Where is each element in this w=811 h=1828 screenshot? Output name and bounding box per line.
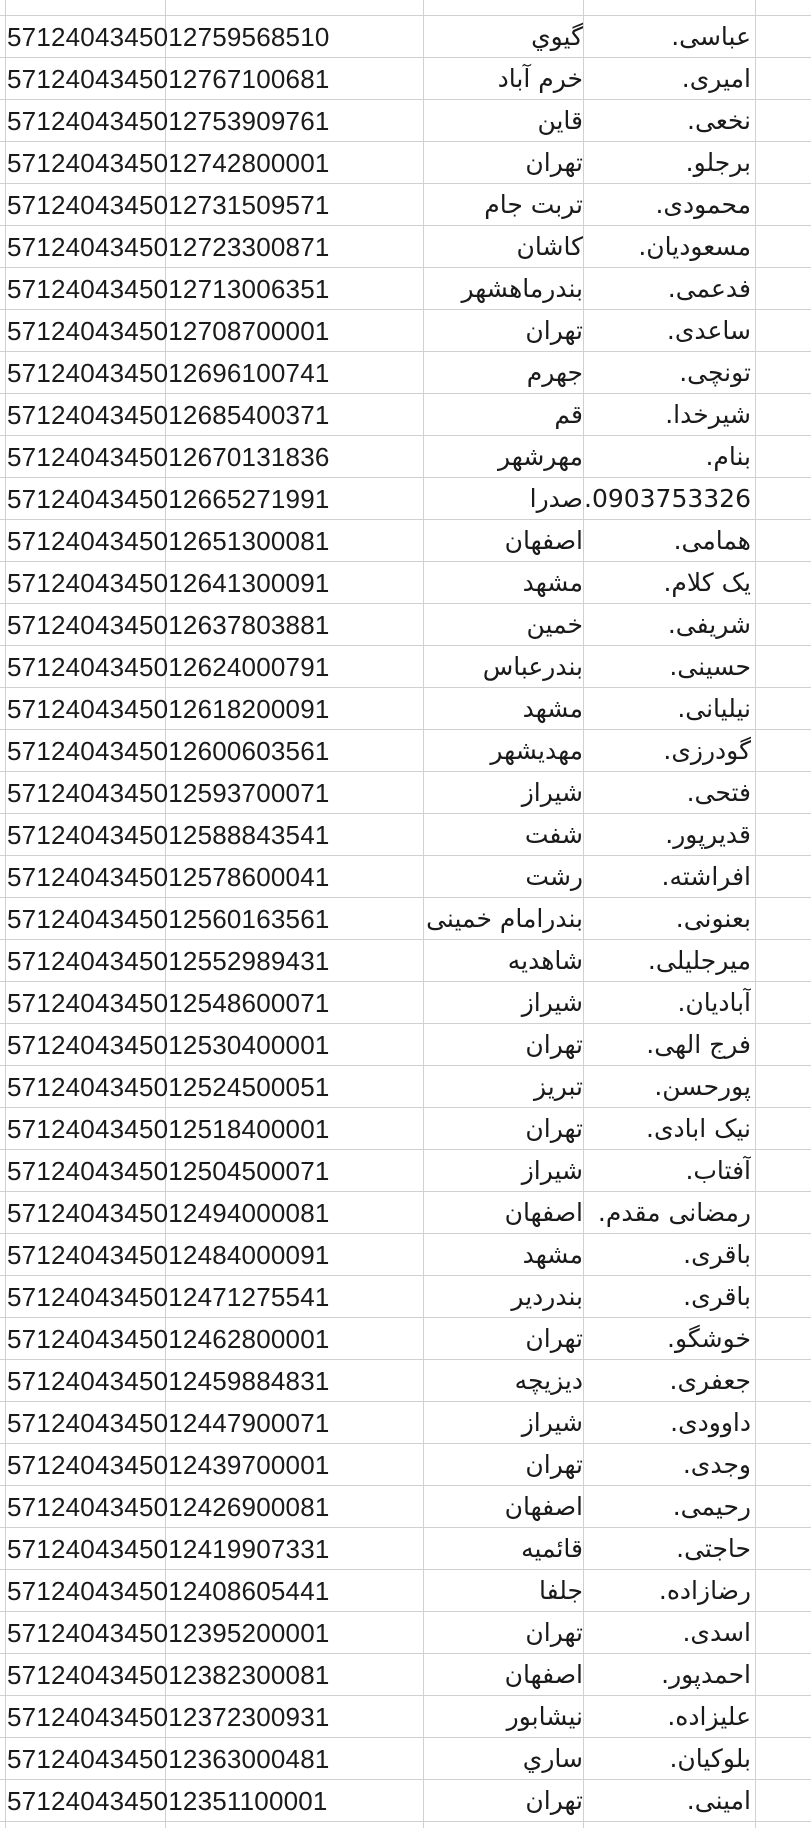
cell-last-name[interactable]: محمودی.: [655, 190, 751, 219]
cell-city[interactable]: تهران: [525, 1030, 583, 1059]
table-row: [0, 1318, 811, 1360]
cell-account-number[interactable]: 5712404345012363000481: [7, 1744, 330, 1774]
cell-account-number[interactable]: 5712404345012753909761: [7, 106, 330, 136]
cell-last-name[interactable]: تونچی.: [679, 358, 751, 387]
cell-account-number[interactable]: 5712404345012731509571: [7, 190, 330, 220]
cell-last-name[interactable]: فرج الهی.: [646, 1030, 751, 1059]
cell-last-name[interactable]: نیک ابادی.: [646, 1114, 751, 1143]
table-row: [0, 268, 811, 310]
cell-last-name[interactable]: فتحی.: [686, 778, 751, 807]
cell-account-number[interactable]: 5712404345012723300871: [7, 232, 330, 262]
cell-city[interactable]: شیراز: [521, 1408, 583, 1437]
cell-city[interactable]: کاشان: [516, 232, 583, 261]
cell-last-name[interactable]: حسینی.: [669, 652, 751, 681]
cell-last-name[interactable]: همامی.: [673, 526, 751, 555]
cell-city[interactable]: قم: [554, 400, 583, 429]
cell-account-number[interactable]: 5712404345012651300081: [7, 526, 330, 556]
cell-city[interactable]: گیوي: [531, 22, 583, 51]
cell-account-number[interactable]: 5712404345012767100681: [7, 64, 330, 94]
table-row: [0, 1570, 811, 1612]
table-row: [0, 1360, 811, 1402]
cell-account-number[interactable]: 5712404345012484000091: [7, 1240, 330, 1270]
cell-last-name[interactable]: احمدپور.: [661, 1660, 751, 1689]
table-row: [0, 184, 811, 226]
cell-last-name[interactable]: ساعدی.: [666, 316, 751, 345]
table-row: [0, 856, 811, 898]
cell-account-number[interactable]: 5712404345012459884831: [7, 1366, 330, 1396]
cell-city[interactable]: خمین: [526, 610, 583, 639]
cell-last-name[interactable]: امیری.: [681, 64, 751, 93]
table-row: [0, 16, 811, 58]
table-row: [0, 1612, 811, 1654]
cell-account-number[interactable]: 5712404345012588843541: [7, 820, 330, 850]
cell-city[interactable]: ساري: [522, 1744, 583, 1773]
cell-city[interactable]: بندرامام خمینی: [426, 904, 583, 933]
cell-account-number[interactable]: 5712404345012494000081: [7, 1198, 330, 1228]
cell-last-name[interactable]: آبادیان.: [677, 988, 751, 1017]
table-row: [0, 1402, 811, 1444]
cell-city[interactable]: تهران: [525, 316, 583, 345]
cell-city[interactable]: اصفهان: [504, 1198, 583, 1227]
cell-last-name[interactable]: پورحسن.: [654, 1072, 751, 1101]
table-row: [0, 1780, 811, 1822]
cell-last-name[interactable]: بنام.: [705, 442, 751, 471]
cell-city[interactable]: تربت جام: [484, 190, 583, 219]
cell-city[interactable]: شیراز: [521, 1156, 583, 1185]
cell-account-number[interactable]: 5712404345012637803881: [7, 610, 330, 640]
table-row: [0, 1234, 811, 1276]
cell-city[interactable]: اصفهان: [504, 1660, 583, 1689]
cell-city[interactable]: تهران: [525, 1618, 583, 1647]
cell-city[interactable]: جهرم: [526, 358, 583, 387]
cell-city[interactable]: شیراز: [521, 988, 583, 1017]
cell-city[interactable]: قاین: [537, 106, 583, 135]
cell-city[interactable]: شیراز: [521, 778, 583, 807]
cell-account-number[interactable]: 5712404345012560163561: [7, 904, 330, 934]
cell-account-number[interactable]: 5712404345012462800001: [7, 1324, 330, 1354]
cell-account-number[interactable]: 5712404345012670131836: [7, 442, 330, 472]
table-row: [0, 898, 811, 940]
table-row: [0, 1150, 811, 1192]
cell-city[interactable]: تهران: [525, 1114, 583, 1143]
table-row: [0, 1528, 811, 1570]
table-row: [0, 352, 811, 394]
cell-account-number[interactable]: 5712404345012552989431: [7, 946, 330, 976]
cell-city[interactable]: رشت: [525, 862, 583, 891]
cell-last-name[interactable]: برجلو.: [685, 148, 751, 177]
cell-last-name[interactable]: رحیمی.: [672, 1492, 751, 1521]
cell-last-name[interactable]: باقری.: [683, 1282, 751, 1311]
cell-city[interactable]: نیشابور: [506, 1702, 583, 1731]
cell-last-name[interactable]: حاجتی.: [676, 1534, 751, 1563]
cell-account-number[interactable]: 5712404345012713006351: [7, 274, 330, 304]
cell-account-number[interactable]: 5712404345012624000791: [7, 652, 330, 682]
cell-account-number[interactable]: 5712404345012351100001: [7, 1786, 328, 1816]
cell-account-number[interactable]: 5712404345012408605441: [7, 1576, 330, 1606]
cell-account-number[interactable]: 5712404345012685400371: [7, 400, 330, 430]
cell-city[interactable]: شفت: [524, 820, 583, 849]
cell-last-name[interactable]: جعفری.: [669, 1366, 751, 1395]
table-row: [0, 1696, 811, 1738]
table-row: [0, 1276, 811, 1318]
cell-last-name[interactable]: نیلیانی.: [677, 694, 751, 723]
cell-account-number[interactable]: 5712404345012578600041: [7, 862, 330, 892]
cell-last-name[interactable]: امینی.: [686, 1786, 751, 1815]
cell-account-number[interactable]: 5712404345012518400001: [7, 1114, 330, 1144]
cell-account-number[interactable]: 5712404345012524500051: [7, 1072, 330, 1102]
cell-city[interactable]: تهران: [525, 148, 583, 177]
cell-last-name[interactable]: وجدی.: [682, 1450, 751, 1479]
cell-account-number[interactable]: 5712404345012426900081: [7, 1492, 330, 1522]
table-row: [0, 1192, 811, 1234]
table-row: [0, 520, 811, 562]
table-row: [0, 562, 811, 604]
table-row: [0, 394, 811, 436]
table-row: [0, 1024, 811, 1066]
cell-account-number[interactable]: 5712404345012530400001: [7, 1030, 330, 1060]
cell-last-name[interactable]: 0903753326.: [583, 484, 751, 513]
cell-account-number[interactable]: 5712404345012548600071: [7, 988, 330, 1018]
cell-last-name[interactable]: بلوکیان.: [669, 1744, 751, 1773]
cell-last-name[interactable]: قدیرپور.: [665, 820, 751, 849]
cell-account-number[interactable]: 5712404345012447900071: [7, 1408, 330, 1438]
cell-city[interactable]: جلفا: [539, 1576, 583, 1605]
cell-last-name[interactable]: نخعی.: [687, 106, 751, 135]
cell-last-name[interactable]: مسعودیان.: [638, 232, 751, 261]
table-row: [0, 982, 811, 1024]
table-row: [0, 1654, 811, 1696]
cell-city[interactable]: اصفهان: [504, 1492, 583, 1521]
cell-city[interactable]: بندرماهشهر: [461, 274, 583, 303]
table-row: [0, 730, 811, 772]
cell-account-number[interactable]: 5712404345012439700001: [7, 1450, 330, 1480]
cell-city[interactable]: تهران: [525, 1324, 583, 1353]
cell-account-number[interactable]: 5712404345012395200001: [7, 1618, 330, 1648]
cell-city[interactable]: مشهد: [522, 1240, 583, 1269]
cell-account-number[interactable]: 5712404345012708700001: [7, 316, 330, 346]
cell-account-number[interactable]: 5712404345012759568510: [7, 22, 330, 52]
cell-last-name[interactable]: آفتاب.: [685, 1156, 751, 1185]
table-row: [0, 310, 811, 352]
cell-city[interactable]: مهرشهر: [498, 442, 583, 471]
cell-last-name[interactable]: رضازاده.: [658, 1576, 751, 1605]
cell-account-number[interactable]: 5712404345012618200091: [7, 694, 330, 724]
table-row: [0, 1738, 811, 1780]
table-row: [0, 226, 811, 268]
cell-account-number[interactable]: 5712404345012742800001: [7, 148, 330, 178]
cell-last-name[interactable]: شریفی.: [667, 610, 751, 639]
cell-account-number[interactable]: 5712404345012419907331: [7, 1534, 330, 1564]
table-row: [0, 772, 811, 814]
table-row: [0, 436, 811, 478]
cell-account-number[interactable]: 5712404345012665271991: [7, 484, 330, 514]
cell-city[interactable]: مشهد: [522, 694, 583, 723]
cell-last-name[interactable]: عباسی.: [671, 22, 751, 51]
table-row: [0, 1066, 811, 1108]
cell-account-number[interactable]: 5712404345012600603561: [7, 736, 330, 766]
table-row: [0, 1444, 811, 1486]
cell-city[interactable]: تهران: [525, 1786, 583, 1815]
cell-last-name[interactable]: علیزاده.: [667, 1702, 751, 1731]
cell-account-number[interactable]: 5712404345012471275541: [7, 1282, 330, 1312]
table-row: [0, 142, 811, 184]
cell-city[interactable]: مشهد: [522, 568, 583, 597]
cell-last-name[interactable]: یک کلام.: [663, 568, 751, 597]
cell-account-number[interactable]: 5712404345012382300081: [7, 1660, 330, 1690]
table-row: [0, 1108, 811, 1150]
cell-last-name[interactable]: خوشگو.: [667, 1324, 751, 1353]
cell-last-name[interactable]: شیرخدا.: [665, 400, 751, 429]
cell-city[interactable]: خرم آباد: [497, 64, 583, 93]
cell-account-number[interactable]: 5712404345012696100741: [7, 358, 330, 388]
cell-last-name[interactable]: بعنونی.: [675, 904, 751, 933]
table-row: [0, 478, 811, 520]
table-row: [0, 604, 811, 646]
table-row: [0, 100, 811, 142]
cell-account-number[interactable]: 5712404345012593700071: [7, 778, 330, 808]
table-row: [0, 940, 811, 982]
table-row: [0, 1486, 811, 1528]
cell-last-name[interactable]: میرجلیلی.: [647, 946, 751, 975]
cell-city[interactable]: شاهدیه: [507, 946, 583, 975]
cell-city[interactable]: دیزیچه: [514, 1366, 583, 1395]
table-row: [0, 814, 811, 856]
cell-city[interactable]: قائمیه: [521, 1534, 583, 1563]
table-row: [0, 646, 811, 688]
cell-last-name[interactable]: باقری.: [683, 1240, 751, 1269]
cell-last-name[interactable]: گودرزی.: [663, 736, 751, 765]
cell-city[interactable]: صدرا: [529, 484, 583, 513]
cell-last-name[interactable]: داوودی.: [670, 1408, 751, 1437]
cell-city[interactable]: اصفهان: [504, 526, 583, 555]
cell-city[interactable]: بندرعباس: [482, 652, 583, 681]
cell-city[interactable]: بندردیر: [511, 1282, 583, 1311]
cell-account-number[interactable]: 5712404345012504500071: [7, 1156, 330, 1186]
cell-last-name[interactable]: اسدی.: [682, 1618, 751, 1647]
cell-city[interactable]: مهدیشهر: [490, 736, 583, 765]
cell-account-number[interactable]: 5712404345012372300931: [7, 1702, 330, 1732]
cell-last-name[interactable]: رمضانی مقدم.: [597, 1198, 751, 1227]
cell-city[interactable]: تبریز: [533, 1072, 583, 1101]
table-row: [0, 688, 811, 730]
cell-last-name[interactable]: فدعمی.: [667, 274, 751, 303]
cell-city[interactable]: تهران: [525, 1450, 583, 1479]
cell-account-number[interactable]: 5712404345012641300091: [7, 568, 330, 598]
table-row: [0, 58, 811, 100]
cell-last-name[interactable]: افراشته.: [661, 862, 751, 891]
